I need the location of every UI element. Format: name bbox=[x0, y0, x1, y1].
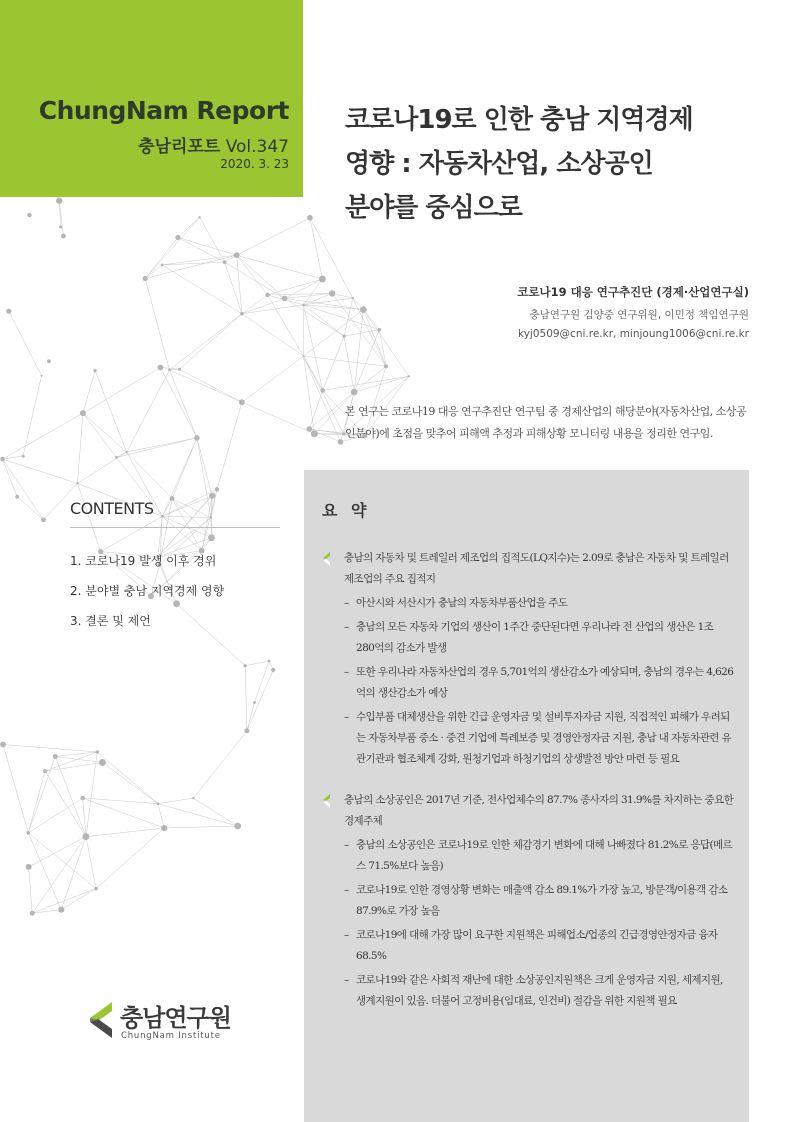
summary-sub-point: – 충남의 소상공인은 코로나19로 인한 체감경기 변화에 대해 나빠졌다 81.2%로 응답(메르스 71.5%보다 높음) bbox=[344, 839, 733, 872]
summary-sub-point: – 충남의 모든 자동차 기업의 생산이 1주간 중단된다면 우리나라 전 산업의 생산은 1조 280억의 감소가 발생 bbox=[344, 621, 714, 654]
page-title bbox=[345, 98, 765, 230]
institute-name-korean: 충남연구원 bbox=[120, 1004, 231, 1032]
author-emails: kyj0509@cni.re.kr, minjoung1006@cni.re.kr bbox=[518, 328, 749, 340]
summary-main-point bbox=[316, 548, 734, 590]
summary-main-text: 충남의 소상공인은 2017년 기준, 전사업체수의 87.7% 종사자의 31.9%를 차지하는 중요한 경제주체 bbox=[344, 794, 734, 827]
contents-title: CONTENTS bbox=[70, 499, 280, 528]
summary-title: 요 약 bbox=[322, 501, 371, 520]
summary-sub-text: 또한 우리나라 자동차산업의 경우 5,701억의 생산감소가 예상되며, 충남의 경우는 4,626억의 생산감소가 예상 bbox=[356, 666, 734, 699]
institute-logo bbox=[88, 998, 288, 1048]
summary-sub-point: – 코로나19로 인한 경영상황 변화는 매출액 감소 89.1%가 가장 높고, 방문객/이용객 감소 87.9%로 가장 높음 bbox=[344, 884, 728, 917]
title-line-1: 코로나19로 인한 충남 지역경제 bbox=[345, 105, 693, 135]
summary-section-1 bbox=[316, 548, 734, 770]
summary-sub-text: 코로나19에 대해 가장 많이 요구한 지원책은 피해업소/업종의 긴급경영안정자금 융자 68.5% bbox=[356, 929, 718, 962]
summary-main-text: 충남의 자동차 및 트레일러 제조업의 집적도(LQ지수)는 2.09로 충남은 자동차 및 트레일러 제조업의 주요 집적지 bbox=[344, 552, 729, 585]
summary-sub-point: – 아산시와 서산시가 충남의 자동차부품산업을 주도 bbox=[344, 597, 568, 609]
contents-item-2: 2. 분야별 충남 지역경제 영향 bbox=[70, 584, 225, 598]
contents-item-3: 3. 결론 및 제언 bbox=[70, 614, 151, 628]
contents-box bbox=[70, 499, 280, 642]
summary-sub-text: 수입부품 대체생산을 위한 긴급 운영자금 및 설비투자자금 지원, 직접적인 피해가 우려되는 자동차부품 중소 · 중견 기업에 특례보증 및 경영안정자금 지원, 충남 내 자동차관련 유관기관과 협조체계 강화, 원청기업과 하청기업의 상생발전 방안 마련 등 필요 bbox=[356, 711, 732, 765]
summary-sub-text: 코로나19와 같은 사회적 재난에 대한 소상공인지원책은 크게 운영자금 지원, 세제지원, 생계지원이 있음. 더불어 고정비용(임대료, 인건비) 절감을 위한 지원책 필요 bbox=[356, 974, 723, 1007]
summary-main-point bbox=[316, 790, 734, 832]
report-series bbox=[138, 132, 289, 157]
summary-sub-text: 충남의 소상공인은 코로나19로 인한 체감경기 변화에 대해 나빠졌다 81.2%로 응답(메르스 71.5%보다 높음) bbox=[356, 839, 733, 872]
author-block bbox=[517, 284, 749, 346]
summary-sub-point: – 수입부품 대체생산을 위한 긴급 운영자금 및 설비투자자금 지원, 직접적인 피해가 우려되는 자동차부품 중소 · 중견 기업에 특례보증 및 경영안정자금 지원, 충남 내 자동차관련 유관기관과 협조체계 강화, 원청기업과 하청기업의 상생발전 방안 마련 등 필요 bbox=[344, 711, 732, 765]
report-header-box bbox=[0, 0, 303, 197]
volume-number: Vol.347 bbox=[225, 137, 289, 157]
summary-sub-point: – 코로나19와 같은 사회적 재난에 대한 소상공인지원책은 크게 운영자금 지원, 세제지원, 생계지원이 있음. 더불어 고정비용(임대료, 인건비) 절감을 위한 지원책 필요 bbox=[344, 974, 723, 1007]
summary-sub-text: 코로나19로 인한 경영상황 변화는 매출액 감소 89.1%가 가장 높고, 방문객/이용객 감소 87.9%로 가장 높음 bbox=[356, 884, 728, 917]
report-name: ChungNam Report bbox=[38, 96, 289, 125]
summary-section-2 bbox=[316, 790, 734, 1012]
institute-name-english: ChungNam Institute bbox=[121, 1031, 221, 1041]
summary-sub-text: 충남의 모든 자동차 기업의 생산이 1주간 중단된다면 우리나라 전 산업의 생산은 1조 280억의 감소가 발생 bbox=[356, 621, 714, 654]
author-team: 코로나19 대응 연구추진단 (경제·산업연구실) bbox=[517, 285, 749, 299]
contents-item-1: 1. 코로나19 발생 이후 경위 bbox=[70, 554, 217, 568]
series-name: 충남리포트 bbox=[138, 137, 221, 157]
author-names: 충남연구원 김양중 연구위원, 이민정 책임연구원 bbox=[529, 309, 749, 321]
report-date: 2020. 3. 23 bbox=[220, 157, 289, 171]
institute-logo-mark-icon bbox=[88, 1002, 116, 1038]
title-line-3: 분야를 중심으로 bbox=[345, 193, 522, 223]
contents-list bbox=[70, 552, 280, 629]
title-line-2: 영향 : 자동차산업, 소상공인 bbox=[345, 149, 653, 179]
chevron-bullet-icon bbox=[320, 552, 332, 566]
summary-sub-point: – 코로나19에 대해 가장 많이 요구한 지원책은 피해업소/업종의 긴급경영안정자금 융자 68.5% bbox=[344, 929, 718, 962]
summary-sub-point: – 또한 우리나라 자동차산업의 경우 5,701억의 생산감소가 예상되며, 충남의 경우는 4,626억의 생산감소가 예상 bbox=[344, 666, 734, 699]
intro-paragraph: 본 연구는 코로나19 대응 연구추진단 연구팀 중 경제산업의 해당분야(자동차산업, 소상공인분야)에 초점을 맞추어 피해액 추정과 피해상황 모니터링 내용을 정리한 연구임. bbox=[345, 405, 747, 440]
summary-content bbox=[316, 548, 734, 1032]
summary-sub-text: 아산시와 서산시가 충남의 자동차부품산업을 주도 bbox=[356, 597, 568, 609]
chevron-bullet-icon bbox=[320, 794, 332, 808]
summary-panel bbox=[304, 470, 749, 1122]
